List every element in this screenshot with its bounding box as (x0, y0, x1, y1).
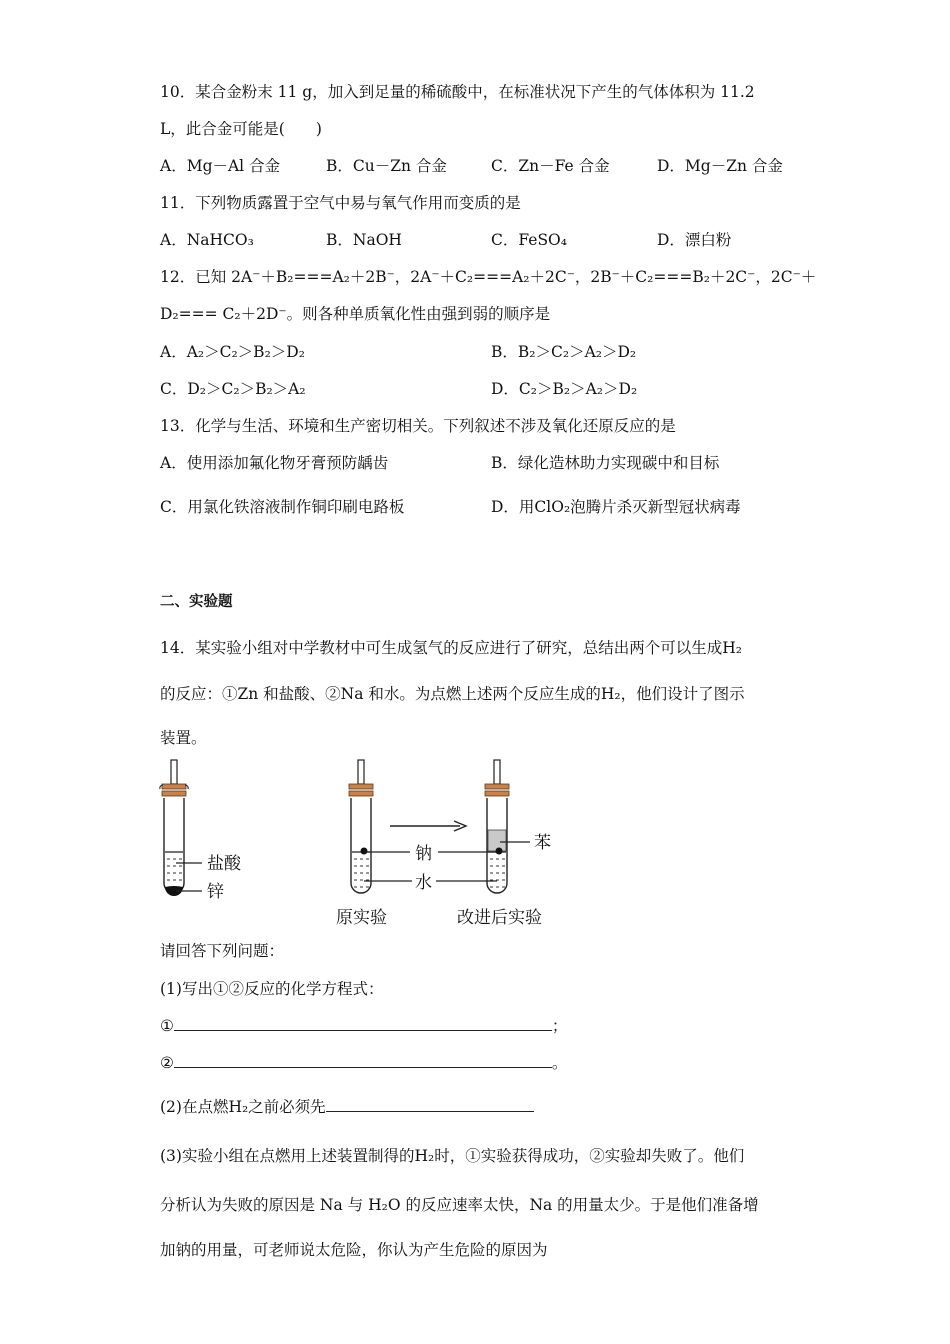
q14-part2: (2)在点燃H₂之前必须先 (160, 1098, 326, 1116)
q10-option-d: D．Mg－Zn 合金 (657, 157, 783, 175)
q14-stem-line3: 装置。 (160, 729, 207, 747)
tube-improved (485, 760, 530, 893)
q13-option-d: D．用ClO₂泡腾片杀灭新型冠状病毒 (491, 498, 741, 516)
q12-stem-line2: D₂=== C₂＋2D⁻。则各种单质氧化性由强到弱的顺序是 (160, 305, 551, 323)
q10-option-c: C．Zn－Fe 合金 (491, 157, 610, 175)
answer-2-marker: ② (160, 1054, 174, 1072)
answer-2-suffix: 。 (551, 1054, 568, 1072)
answer-blank-2[interactable] (174, 1053, 552, 1068)
q14-part3-line3: 加钠的用量，可老师说太危险，你认为产生危险的原因为 (160, 1241, 548, 1259)
q10-option-a: A．Mg－Al 合金 (160, 157, 281, 175)
q12-stem-line1: 12．已知 2A⁻＋B₂===A₂＋2B⁻，2A⁻＋C₂===A₂＋2C⁻，2B⁻＋C₂===B₂＋2C⁻，2C⁻＋ (160, 268, 817, 286)
label-sodium: 钠 (415, 844, 432, 864)
q10-option-b: B．Cu－Zn 合金 (326, 157, 447, 175)
benzene-layer (488, 830, 506, 851)
answer-1-suffix: ； (551, 1017, 568, 1035)
q14-part3-line1: (3)实验小组在点燃用上述装置制得的H₂时，①实验获得成功，②实验却失败了。他们 (160, 1147, 745, 1165)
q14-stem-line1: 14．某实验小组对中学教材中可生成氢气的反应进行了研究，总结出两个可以生成H₂ (160, 639, 742, 657)
sodium-piece-improved (496, 848, 503, 855)
q12-option-a: A．A₂＞C₂＞B₂＞D₂ (160, 343, 305, 361)
label-zinc: 锌 (207, 882, 224, 902)
q12-option-d: D．C₂＞B₂＞A₂＞D₂ (491, 380, 638, 398)
q14-part2-row (160, 1097, 534, 1117)
q14-stem-line2: 的反应：①Zn 和盐酸、②Na 和水。为点燃上述两个反应生成的H₂，他们设计了图示 (160, 685, 745, 703)
q13-option-b: B．绿化造林助力实现碳中和目标 (491, 454, 720, 472)
q14-prompt: 请回答下列问题： (160, 942, 285, 960)
section-title: 二、实验题 (160, 594, 233, 610)
q10-stem-line1: 10．某合金粉末 11 g，加入到足量的稀硫酸中，在标准状况下产生的气体体积为 11.2 (160, 83, 755, 101)
q11-option-b: B．NaOH (326, 231, 402, 249)
q14-part1: (1)写出①②反应的化学方程式： (160, 980, 384, 998)
q11-option-c: C．FeSO₄ (491, 231, 567, 249)
q14-answer-1-row (160, 1016, 567, 1036)
arrow-icon (390, 821, 466, 831)
label-hcl: 盐酸 (207, 854, 241, 874)
label-benzene: 苯 (534, 833, 551, 853)
q10-stem-line2: L，此合金可能是( ) (160, 120, 322, 138)
sodium-piece (361, 848, 368, 855)
experiment-figure (150, 755, 570, 935)
q12-option-b: B．B₂＞C₂＞A₂＞D₂ (491, 343, 637, 361)
tube-original (349, 760, 373, 893)
q11-option-d: D．漂白粉 (657, 231, 732, 249)
label-water: 水 (415, 873, 432, 893)
q13-stem: 13．化学与生活、环境和生产密切相关。下列叙述不涉及氧化还原反应的是 (160, 417, 676, 435)
q11-stem: 11．下列物质露置于空气中易与氧气作用而变质的是 (160, 194, 521, 212)
answer-blank-3[interactable] (326, 1097, 534, 1112)
caption-original: 原实验 (336, 908, 387, 928)
q12-option-c: C．D₂＞C₂＞B₂＞A₂ (160, 380, 306, 398)
q13-option-a: A．使用添加氟化物牙膏预防龋齿 (160, 454, 389, 472)
q14-answer-2-row (160, 1053, 567, 1073)
caption-improved: 改进后实验 (457, 908, 542, 928)
answer-blank-1[interactable] (174, 1016, 552, 1031)
tube-zinc-hcl (160, 760, 202, 896)
q14-part3-line2: 分析认为失败的原因是 Na 与 H₂O 的反应速率太快，Na 的用量太少。于是他们准备增 (160, 1196, 759, 1214)
q13-option-c: C．用氯化铁溶液制作铜印刷电路板 (160, 498, 405, 516)
q11-option-a: A．NaHCO₃ (160, 231, 254, 249)
answer-1-marker: ① (160, 1017, 174, 1035)
